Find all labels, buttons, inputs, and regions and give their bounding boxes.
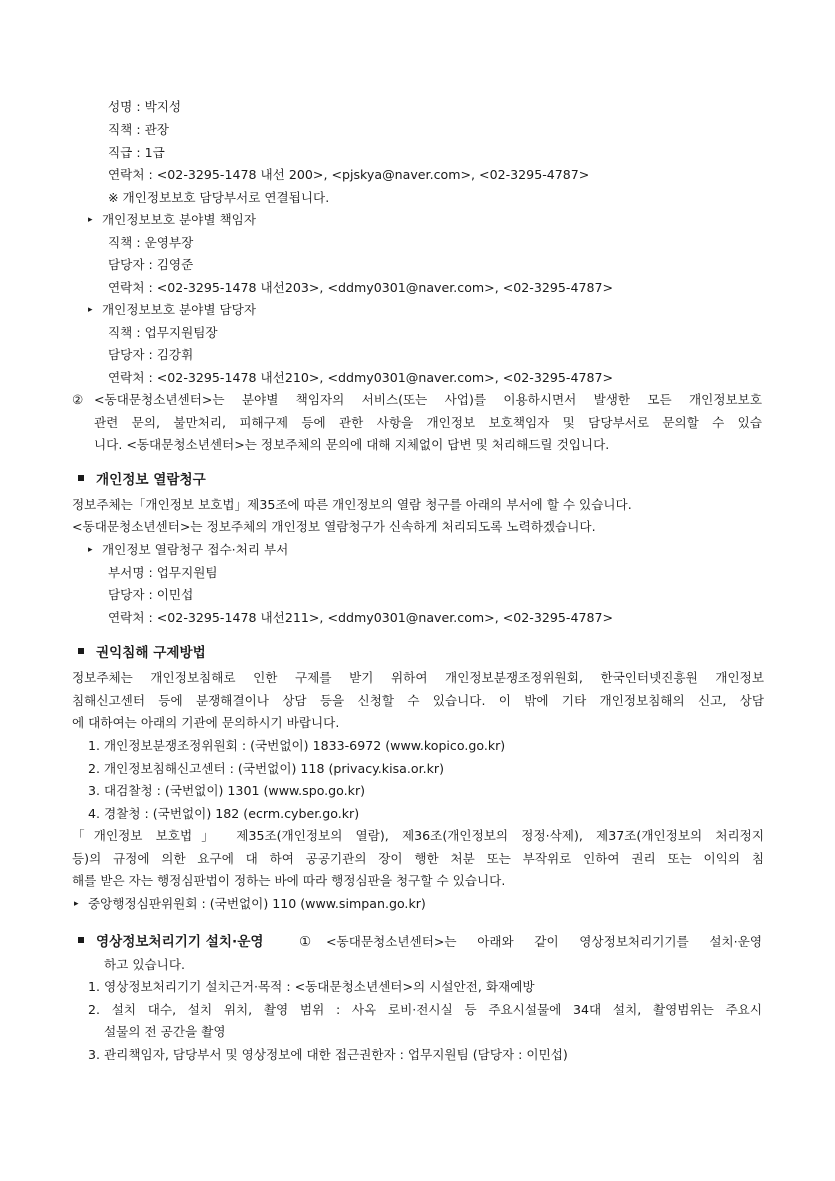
field-manager-person: 담당자 : 김영준 [108,257,194,272]
clause2-marker: ② [72,392,84,407]
section-access-heading [78,471,206,489]
field-staff-label: ▸ 개인정보보호 분야별 담당자 [102,301,256,319]
cctv-item-3: 3. 관리책임자, 담당부서 및 영상정보에 대한 접근권한자 : 업무지원팀 (담당자 : 이민섭) [88,1047,568,1062]
head-title: 직책 : 관장 [108,122,169,137]
field-manager-title: 직책 : 운영부장 [108,235,194,250]
access-p2: <동대문청소년센터>는 정보주체의 개인정보 열람청구가 신속하게 처리되도록 노력하겠습니다. [72,519,596,534]
clause2-line2: 관련 문의, 불만처리, 피해구제 등에 관한 사항을 개인정보 보호책임자 및 담당부서로 문의할 수 있습 [94,415,762,430]
remedy-item-3: 3. 대검찰청 : (국번없이) 1301 (www.spo.go.kr) [88,783,366,798]
section-cctv-heading-text: 영상정보처리기기 설치·운영 [96,934,264,950]
access-person: 담당자 : 이민섭 [108,587,194,602]
field-staff-contact: 연락처 : <02-3295-1478 내선210>, <ddmy0301@naver.com>, <02-3295-4787> [108,370,614,385]
cctv-marker: ① [299,934,312,950]
head-note: ※ 개인정보보호 담당부서로 연결됩니다. [108,190,330,205]
field-staff-title: 직책 : 업무지원팀장 [108,325,218,340]
remedy-q3: 해를 받은 자는 행정심판법이 정하는 바에 따라 행정심판을 청구할 수 있습니다. [72,873,506,888]
remedy-p3: 에 대하여는 아래의 기관에 문의하시기 바랍니다. [72,715,340,730]
section-cctv-heading [78,933,263,951]
remedy-q2: 등)의 규정에 의한 요구에 대 하여 공공기관의 장이 행한 처분 또는 부작위로 인하여 권리 또는 이익의 침 [72,851,764,866]
cctv-item-2: 2. 설치 대수, 설치 위치, 촬영 범위 : 사옥 로비·전시실 등 주요시설물에 34대 설치, 촬영범위는 주요시 [88,1002,762,1017]
access-p1: 정보주체는「개인정보 보호법」제35조에 따른 개인정보의 열람 청구를 아래의 부서에 할 수 있습니다. [72,497,632,512]
clause2-line1: <동대문청소년센터>는 분야별 책임자의 서비스(또는 사업)를 이용하시면서 발생한 모든 개인정보보호 [94,392,762,407]
remedy-p1: 정보주체는 개인정보침해로 인한 구제를 받기 위하여 개인정보분쟁조정위원회, 한국인터넷진흥원 개인정보 [72,670,764,685]
field-manager-label: ▸ 개인정보보호 분야별 책임자 [102,211,256,229]
field-staff-person: 담당자 : 김강휘 [108,347,194,362]
remedy-item-1: 1. 개인정보분쟁조정위원회 : (국번없이) 1833-6972 (www.kopico.go.kr) [88,738,506,753]
head-contact: 연락처 : <02-3295-1478 내선 200>, <pjskya@naver.com>, <02-3295-4787> [108,167,590,182]
cctv-intro2: 하고 있습니다. [104,957,185,972]
remedy-p2: 침해신고센터 등에 분쟁해결이나 상담 등을 신청할 수 있습니다. 이 밖에 기타 개인정보침해의 신고, 상담 [72,693,764,708]
field-manager-contact: 연락처 : <02-3295-1478 내선203>, <ddmy0301@naver.com>, <02-3295-4787> [108,280,614,295]
access-dept: 부서명 : 업무지원팀 [108,565,218,580]
access-contact: 연락처 : <02-3295-1478 내선211>, <ddmy0301@naver.com>, <02-3295-4787> [108,610,614,625]
square-bullet-icon [78,475,84,481]
head-grade: 직급 : 1급 [108,145,165,160]
cctv-item-2-cont: 설물의 전 공간을 촬영 [104,1024,226,1039]
cctv-item-1: 1. 영상정보처리기기 설치근거·목적 : <동대문청소년센터>의 시설안전, 화재예방 [88,979,535,994]
cctv-intro1: <동대문청소년센터>는 아래와 같이 영상정보처리기기를 설치·운영 [326,934,762,949]
remedy-item-4: 4. 경찰청 : (국번없이) 182 (ecrm.cyber.go.kr) [88,806,360,821]
clause2-line3: 니다. <동대문청소년센터>는 정보주체의 문의에 대해 지체없이 답변 및 처리해드릴 것입니다. [94,437,610,452]
section-remedy-heading [78,644,206,662]
square-bullet-icon [78,937,84,943]
remedy-item-2: 2. 개인정보침해신고센터 : (국번없이) 118 (privacy.kisa.or.kr) [88,761,444,776]
section-access-heading-text: 개인정보 열람청구 [96,472,206,488]
access-dept-label: ▸ 개인정보 열람청구 접수·처리 부서 [102,541,288,559]
remedy-q1: 「개인정보 보호법」 제35조(개인정보의 열람), 제36조(개인정보의 정정·삭제), 제37조(개인정보의 처리정지 [72,828,764,843]
head-name: 성명 : 박지성 [108,99,182,114]
section-remedy-heading-text: 권익침해 구제방법 [96,645,206,661]
square-bullet-icon [78,648,84,654]
remedy-admin: ▸ 중앙행정심판위원회 : (국번없이) 110 (www.simpan.go.kr) [88,895,426,913]
